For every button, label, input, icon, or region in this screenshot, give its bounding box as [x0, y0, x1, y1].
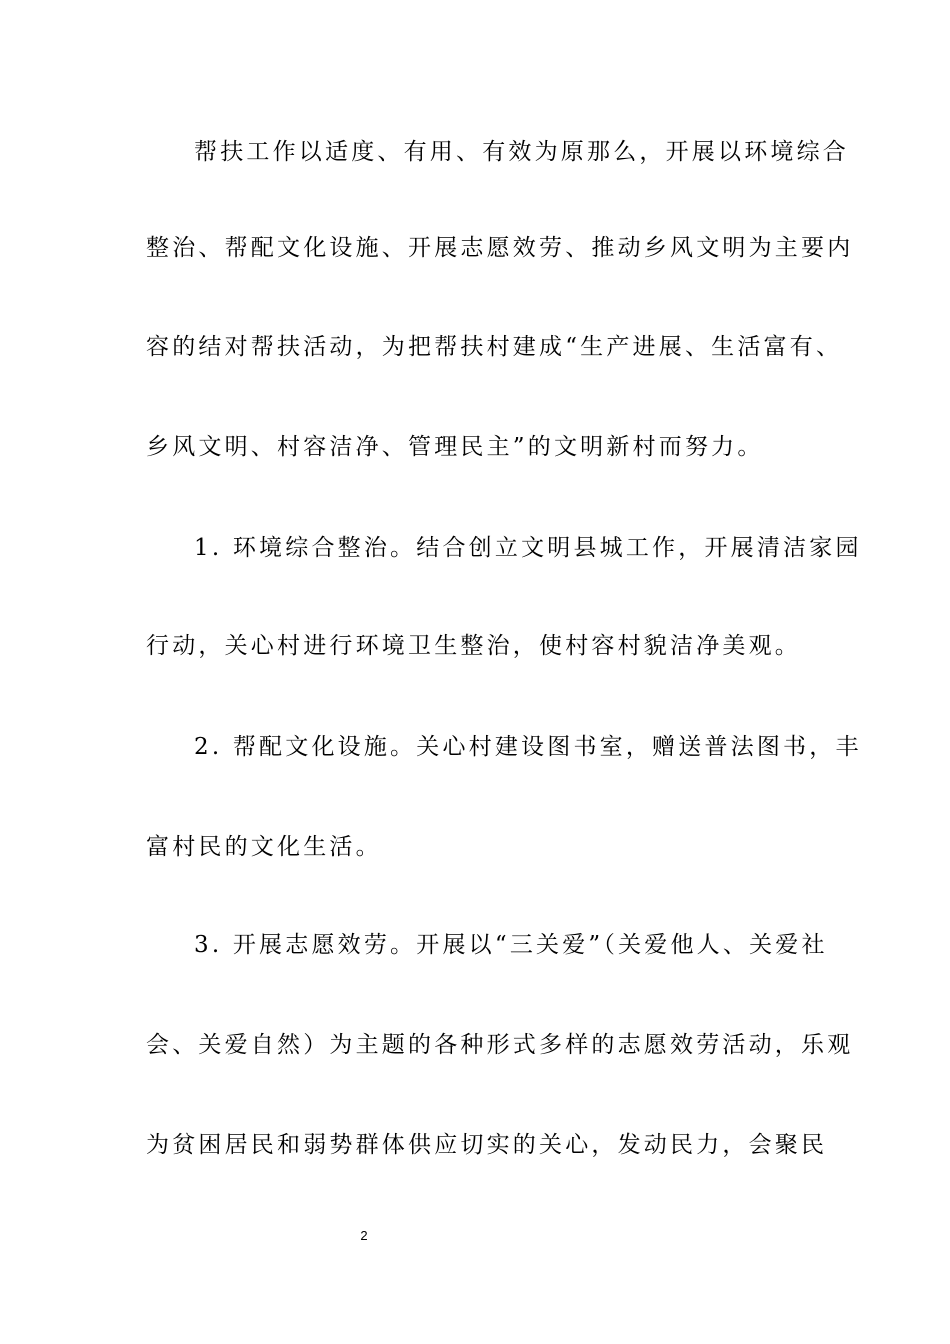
paragraph-4-line-3: 为贫困居民和弱势群体供应切实的关心，发动民力，会聚民 [146, 1132, 828, 1158]
paragraph-1-line-3: 容的结对帮扶活动，为把帮扶村建成“生产进展、生活富有、 [146, 334, 843, 360]
page-number: 2 [360, 1228, 368, 1243]
paragraph-1-line-4: 乡风文明、村容洁净、管理民主”的文明新村而努力。 [146, 434, 764, 460]
paragraph-4-line-1: 3. 开展志愿效劳。开展以“三关爱”（关爱他人、关爱社 [194, 932, 828, 958]
paragraph-1-line-2: 整治、帮配文化设施、开展志愿效劳、推动乡风文明为主要内 [146, 235, 854, 261]
paragraph-2-line-1: 1. 环境综合整治。结合创立文明县城工作，开展清洁家园 [194, 535, 862, 561]
paragraph-3-line-2: 富村民的文化生活。 [146, 834, 382, 860]
paragraph-3-line-1: 2. 帮配文化设施。关心村建设图书室，赠送普法图书，丰 [194, 734, 862, 760]
paragraph-2-line-2: 行动，关心村进行环境卫生整治，使村容村貌洁净美观。 [146, 633, 801, 659]
paragraph-1-line-1: 帮扶工作以适度、有用、有效为原那么，开展以环境综合 [194, 139, 849, 165]
paragraph-4-line-2: 会、关爱自然）为主题的各种形式多样的志愿效劳活动，乐观 [146, 1032, 854, 1058]
